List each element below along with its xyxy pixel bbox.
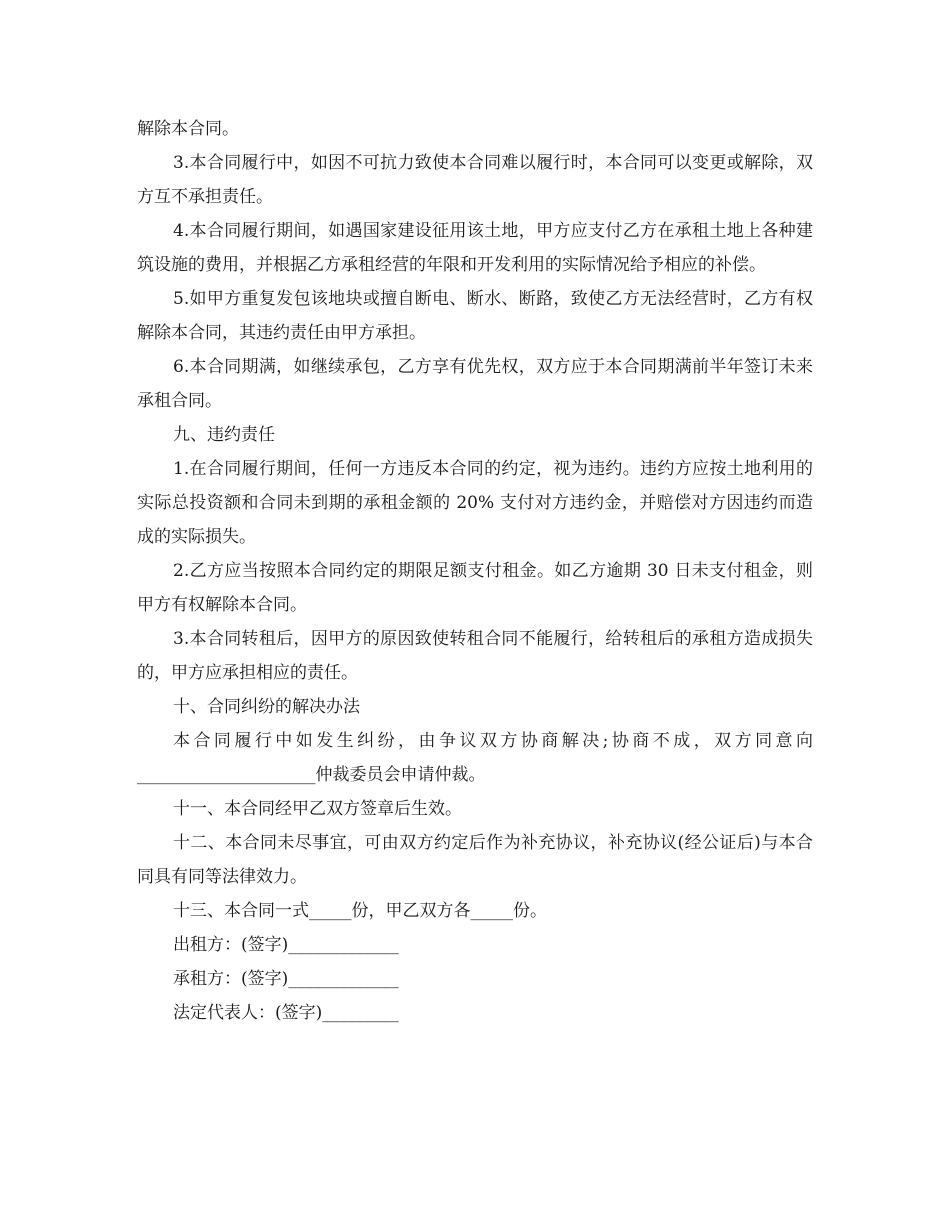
section-13-copies: 十三、本合同一式_____份，甲乙双方各_____份。 (173, 901, 547, 921)
clause-8-4-state-expropriation: 4.本合同履行期间，如遇国家建设征用该土地，甲方应支付乙方在承租土地上各种建筑设施的费用，并根据乙方承租经营的年限和开发利用的实际情况给予相应的补偿。 (137, 221, 813, 275)
document-body (137, 112, 813, 1030)
clause-10-arbitration: 本合同履行中如发生纠纷，由争议双方协商解决;协商不成，双方同意向_____________________仲裁委员会申请仲裁。 (137, 731, 813, 785)
paragraph-termination-tail: 解除本合同。 (137, 119, 239, 139)
section-12-supplementary: 十二、本合同未尽事宜，可由双方约定后作为补充协议，补充协议(经公证后)与本合同具有同等法律效力。 (137, 833, 813, 887)
clause-8-6-renewal-priority: 6.本合同期满，如继续承包，乙方享有优先权，双方应于本合同期满前半年签订未来承租合同。 (137, 357, 813, 411)
signature-legal-representative: 法定代表人：(签字)_________ (173, 1003, 399, 1023)
section-9-heading: 九、违约责任 (173, 425, 275, 445)
section-11-effective: 十一、本合同经甲乙双方签章后生效。 (173, 799, 462, 819)
clause-8-3-force-majeure: 3.本合同履行中，如因不可抗力致使本合同难以履行时，本合同可以变更或解除，双方互不承担责任。 (137, 153, 813, 207)
clause-8-5-repeat-contracting: 5.如甲方重复发包该地块或擅自断电、断水、断路，致使乙方无法经营时，乙方有权解除本合同，其违约责任由甲方承担。 (137, 289, 813, 343)
clause-9-3-sublease-liability: 3.本合同转租后，因甲方的原因致使转租合同不能履行，给转租后的承租方造成损失的，甲方应承担相应的责任。 (137, 629, 813, 683)
clause-9-2-rent-payment: 2.乙方应当按照本合同约定的期限足额支付租金。如乙方逾期 30 日未支付租金，则甲方有权解除本合同。 (137, 561, 813, 615)
clause-9-1-breach-penalty: 1.在合同履行期间，任何一方违反本合同的约定，视为违约。违约方应按土地利用的实际总投资额和合同未到期的承租金额的 20% 支付对方违约金，并赔偿对方因违约而造成的实际损失。 (137, 459, 813, 547)
signature-lessee: 承租方：(签字)_____________ (173, 969, 399, 989)
signature-lessor: 出租方：(签字)_____________ (173, 935, 399, 955)
section-10-heading: 十、合同纠纷的解决办法 (173, 697, 360, 717)
